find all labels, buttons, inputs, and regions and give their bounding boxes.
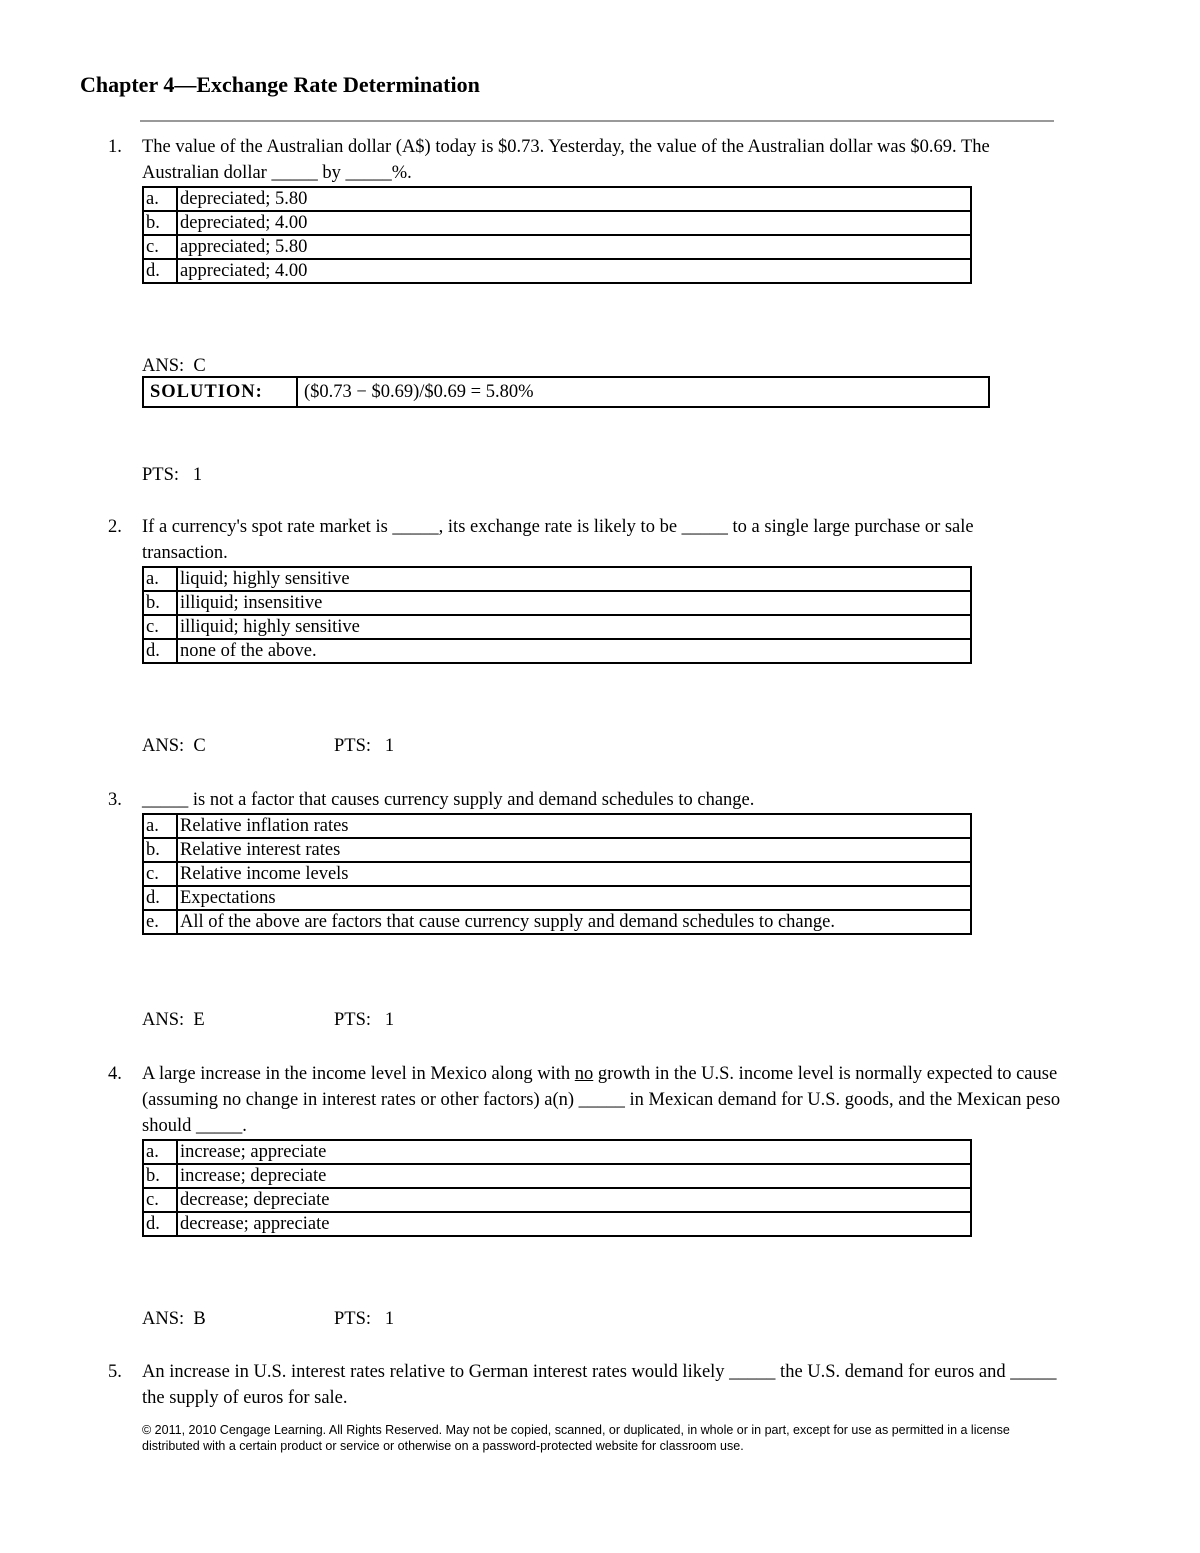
option-row <box>143 910 971 934</box>
option-row <box>143 886 971 910</box>
points-1: PTS: 1 <box>142 465 203 485</box>
option-letter: d. <box>143 259 177 283</box>
options-table-4 <box>142 1139 972 1237</box>
option-text: increase; depreciate <box>177 1164 971 1188</box>
option-row <box>143 567 971 591</box>
option-letter: c. <box>143 235 177 259</box>
points-4: PTS: 1 <box>334 1309 395 1329</box>
option-text: Relative inflation rates <box>177 814 971 838</box>
title-divider <box>140 120 1054 122</box>
question-text-emphasis: no <box>574 1064 594 1084</box>
option-letter: a. <box>143 567 177 591</box>
option-letter: c. <box>143 1188 177 1212</box>
solution-text: ($0.73 − $0.69)/$0.69 = 5.80% <box>297 377 989 407</box>
option-text: Relative interest rates <box>177 838 971 862</box>
option-letter: e. <box>143 910 177 934</box>
option-text: appreciated; 5.80 <box>177 235 971 259</box>
points-2: PTS: 1 <box>334 736 395 756</box>
option-row <box>143 639 971 663</box>
option-row <box>143 235 971 259</box>
question-number: 2. <box>108 517 122 537</box>
option-text: depreciated; 5.80 <box>177 187 971 211</box>
question-text: _____ is not a factor that causes currency supply and demand schedules to change. <box>142 790 755 810</box>
option-row <box>143 1164 971 1188</box>
option-letter: d. <box>143 886 177 910</box>
option-letter: c. <box>143 615 177 639</box>
question-number: 3. <box>108 790 122 810</box>
option-row <box>143 1188 971 1212</box>
option-letter: d. <box>143 1212 177 1236</box>
option-text: depreciated; 4.00 <box>177 211 971 235</box>
option-row <box>143 1212 971 1236</box>
answer-4: ANS: B <box>142 1309 206 1329</box>
option-text: illiquid; highly sensitive <box>177 615 971 639</box>
option-letter: b. <box>143 838 177 862</box>
option-text: decrease; appreciate <box>177 1212 971 1236</box>
answer-3: ANS: E <box>142 1010 205 1030</box>
option-letter: a. <box>143 187 177 211</box>
option-text: Expectations <box>177 886 971 910</box>
question-text: The value of the Australian dollar (A$) today is $0.73. Yesterday, the value of the Australian dollar was $0.69. The Australian dollar _____ by _____%. <box>142 137 990 183</box>
copyright-footer: © 2011, 2010 Cengage Learning. All Rights Reserved. May not be copied, scanned, or duplicated, in whole or in part, except for use as permitted in a license distributed with a certain product or service or otherwise on a password-protected website for classroom use. <box>142 1423 1010 1453</box>
option-letter: c. <box>143 862 177 886</box>
question-number: 4. <box>108 1064 122 1084</box>
option-row <box>143 1140 971 1164</box>
options-table-1 <box>142 186 972 284</box>
answer-1: ANS: C <box>142 356 206 376</box>
option-row <box>143 259 971 283</box>
option-text: appreciated; 4.00 <box>177 259 971 283</box>
option-text: increase; appreciate <box>177 1140 971 1164</box>
page-title: Chapter 4—Exchange Rate Determination <box>80 72 480 97</box>
solution-box <box>142 376 990 408</box>
option-text: Relative income levels <box>177 862 971 886</box>
option-row <box>143 615 971 639</box>
option-letter: a. <box>143 814 177 838</box>
option-text: liquid; highly sensitive <box>177 567 971 591</box>
option-row <box>143 838 971 862</box>
option-text: none of the above. <box>177 639 971 663</box>
option-letter: d. <box>143 639 177 663</box>
option-row <box>143 187 971 211</box>
question-text-part: A large increase in the income level in Mexico along with <box>142 1064 575 1084</box>
option-row <box>143 862 971 886</box>
question-text <box>142 1061 1062 1139</box>
option-letter: b. <box>143 1164 177 1188</box>
options-table-2 <box>142 566 972 664</box>
question-number: 1. <box>108 137 122 157</box>
option-letter: a. <box>143 1140 177 1164</box>
option-text: illiquid; insensitive <box>177 591 971 615</box>
answer-2: ANS: C <box>142 736 206 756</box>
option-row <box>143 211 971 235</box>
option-text: All of the above are factors that cause currency supply and demand schedules to change. <box>177 910 971 934</box>
question-text: If a currency's spot rate market is _____, its exchange rate is likely to be _____ to a single large purchase or sale transaction. <box>142 517 974 563</box>
question-text-part: growth in the U.S. income level is normally expected to cause (assuming no change in interest rates or other factors) a(n) _____ in Mexican demand for U.S. goods, and the Mexican peso should _____. <box>142 1064 1061 1136</box>
option-row <box>143 591 971 615</box>
option-row <box>143 814 971 838</box>
solution-label: SOLUTION: <box>143 377 297 407</box>
option-letter: b. <box>143 211 177 235</box>
points-3: PTS: 1 <box>334 1010 395 1030</box>
option-text: decrease; depreciate <box>177 1188 971 1212</box>
options-table-3 <box>142 813 972 935</box>
option-letter: b. <box>143 591 177 615</box>
question-text: An increase in U.S. interest rates relative to German interest rates would likely _____ the U.S. demand for euros and _____ the supply of euros for sale. <box>142 1362 1057 1408</box>
question-number: 5. <box>108 1362 122 1382</box>
